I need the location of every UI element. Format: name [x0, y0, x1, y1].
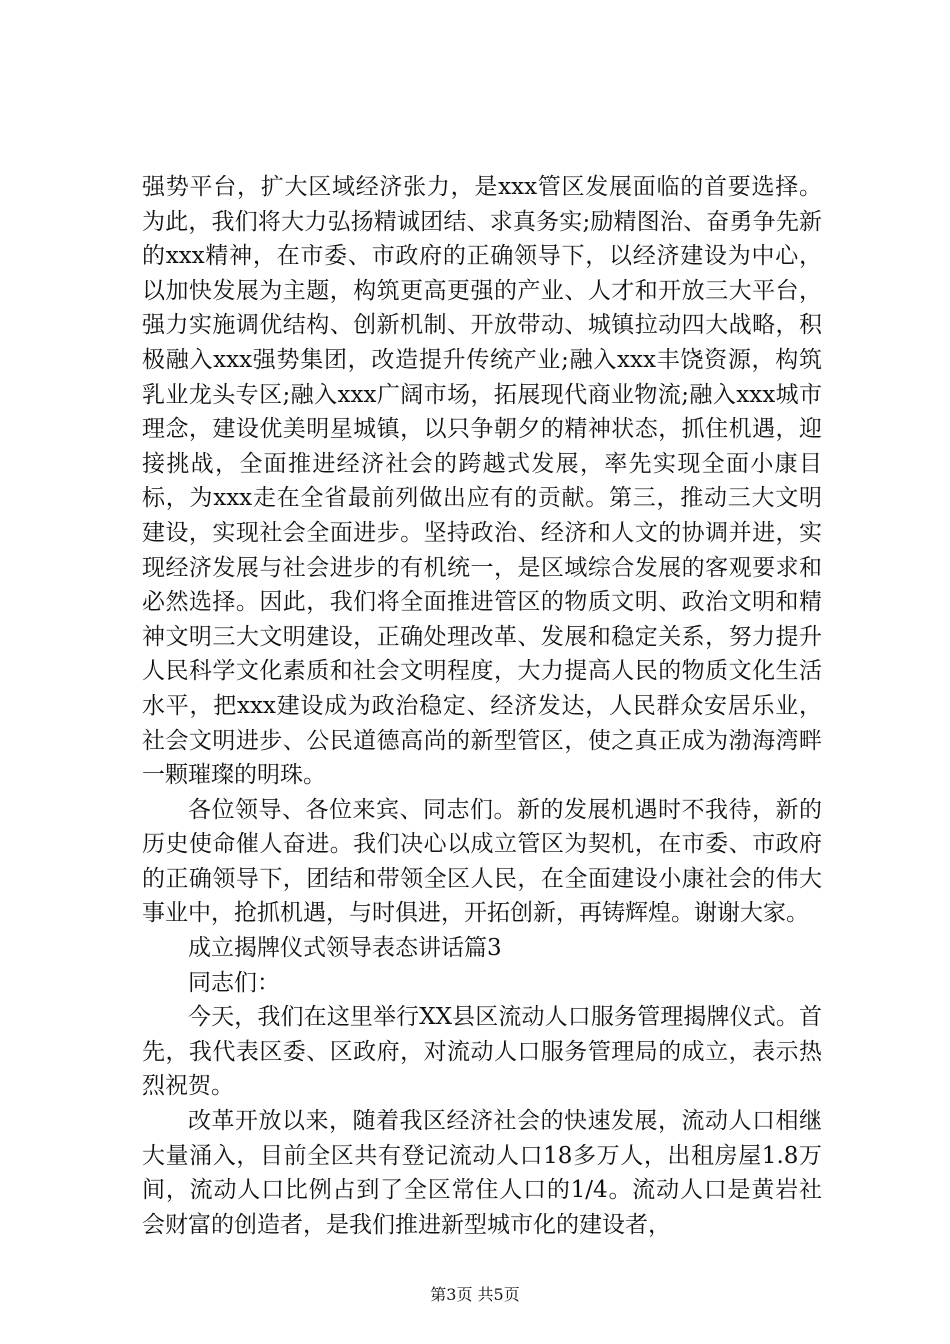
paragraph-continued: 强势平台，扩大区域经济张力，是xxx管区发展面临的首要选择。为此，我们将大力弘扬精诚团结、求真务实;励精图治、奋勇争先新的xxx精神，在市委、市政府的正确领导下，以经济建设为中心，以加快发展为主题，构筑更高更强的产业、人才和开放三大平台，强力实施调优结构、创新机制、开放带动、城镇拉动四大战略，积极融入xxx强势集团，改造提升传统产业;融入xxx丰饶资源，构筑乳业龙头专区;融入xxx广阔市场，拓展现代商业物流;融入xxx城市理念，建设优美明星城镇，以只争朝夕的精神状态，抓住机遇，迎接挑战，全面推进经济社会的跨越式发展，率先实现全面小康目标，为xxx走在全省最前列做出应有的贡献。第三，推动三大文明建设，实现社会全面进步。坚持政治、经济和人文的协调并进，实现经济发展与社会进步的有机统一，是区域综合发展的客观要求和必然选择。因此，我们将全面推进管区的物质文明、政治文明和精神文明三大文明建设，正确处理改革、发展和稳定关系，努力提升人民科学文化素质和社会文明程度，大力提高人民的物质文化生活水平，把xxx建设成为政治稳定、经济发达，人民群众安居乐业，社会文明进步、公民道德高尚的新型管区，使之真正成为渤海湾畔一颗璀璨的明珠。: [142, 174, 822, 789]
page-footer: 第3页 共5页: [430, 1285, 520, 1304]
section-heading: 成立揭牌仪式领导表态讲话篇3: [188, 935, 502, 962]
paragraph-opening: 今天，我们在这里举行XX县区流动人口服务管理揭牌仪式。首先，我代表区委、区政府，对流动人口服务管理局的成立，表示热烈祝贺。: [142, 1004, 822, 1100]
salutation: 同志们：: [188, 969, 280, 996]
paragraph-closing-remarks: 各位领导、各位来宾、同志们。新的发展机遇时不我待，新的历史使命催人奋进。我们决心以成立管区为契机，在市委、市政府的正确领导下，团结和带领全区人民，在全面建设小康社会的伟大事业中，抢抓机遇，与时俱进，开拓创新，再铸辉煌。谢谢大家。: [142, 796, 822, 927]
document-body: [142, 170, 822, 1242]
paragraph-background: 改革开放以来，随着我区经济社会的快速发展，流动人口相继大量涌入，目前全区共有登记流动人口18多万人，出租房屋1.8万间，流动人口比例占到了全区常住人口的1/4。流动人口是黄岩社会财富的创造者，是我们推进新型城市化的建设者，: [142, 1108, 822, 1238]
